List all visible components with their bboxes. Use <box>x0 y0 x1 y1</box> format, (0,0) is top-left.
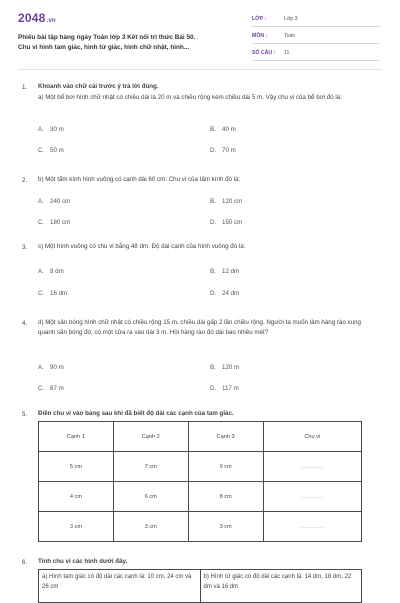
table-row <box>39 570 362 603</box>
meta-value-class: Lớp 3 <box>284 16 298 22</box>
meta-row-class <box>252 12 380 27</box>
meta-row-subject <box>252 29 380 44</box>
answer-blank[interactable]: ............ <box>263 452 361 482</box>
table-header-cell: Cạnh 3 <box>188 422 263 452</box>
question-3-option-d[interactable]: D. 24 dm <box>210 290 240 297</box>
meta-value-subject: Toán <box>284 33 296 39</box>
question-3-option-b[interactable]: B. 12 dm <box>210 268 240 275</box>
meta-value-count: 11 <box>284 50 290 56</box>
table-cell: 7 cm <box>113 452 188 482</box>
answer-blank[interactable]: ............ <box>263 482 361 512</box>
question-1-option-a[interactable]: A. 30 m <box>38 126 64 133</box>
question-2-option-d[interactable]: D. 150 cm <box>210 219 243 226</box>
table-cell: 8 cm <box>188 482 263 512</box>
question-5-heading: Điền chu vi vào bảng sau khi đã biết độ dài các cạnh của tam giác. <box>38 410 234 417</box>
question-3-number: 3. <box>22 244 28 251</box>
shapes-table <box>38 569 362 603</box>
question-2-option-a[interactable]: A. 240 cm <box>38 198 71 205</box>
question-1-option-c[interactable]: C. 50 m <box>38 147 64 154</box>
question-4-option-c[interactable]: C. 87 m <box>38 385 64 392</box>
question-6-heading: Tính chu vi các hình dưới đây. <box>38 558 128 565</box>
table-cell: 5 cm <box>39 452 114 482</box>
question-4-text: d) Một sân bóng hình chữ nhật có chiều rộng 15 m, chiều dài gấp 2 lần chiều rộng. Người ta muốn làm hàng rào xung quanh sân bóng đó, có một cửa ra vào dài 3 m. Hỏi hàng rào đó dài bao nhiêu mét? <box>38 319 361 336</box>
table-header-cell: Cạnh 1 <box>39 422 114 452</box>
question-1-option-d[interactable]: D. 70 m <box>210 147 236 154</box>
table-cell: 3 cm <box>113 512 188 542</box>
table-cell: 6 cm <box>113 482 188 512</box>
question-4-option-b[interactable]: B. 120 m <box>210 364 240 371</box>
question-3-option-a[interactable]: A. 8 dm <box>38 268 64 275</box>
worksheet-title <box>18 33 243 52</box>
table-cell: 3 cm <box>39 512 114 542</box>
question-4-number: 4. <box>22 320 28 327</box>
question-3-text: c) Một hình vuông có chu vi bằng 48 dm. Độ dài cạnh của hình vuông đó là: <box>38 243 246 250</box>
table-cell: 4 cm <box>39 482 114 512</box>
meta-row-count <box>252 46 380 61</box>
shape-cell-b: b) Hình tứ giác có độ dài các cạnh là: 14 dm, 18 dm, 22 dm và 16 dm <box>200 570 362 603</box>
site-logo[interactable] <box>18 11 56 25</box>
question-2-number: 2. <box>22 177 28 184</box>
title-line-1: Phiếu bài tập hàng ngày Toán lớp 3 Kết nối tri thức Bài 50. <box>18 34 196 41</box>
question-4-option-a[interactable]: A. 90 m <box>38 364 64 371</box>
perimeter-table <box>38 421 362 542</box>
question-3-option-c[interactable]: C. 16 dm <box>38 290 68 297</box>
question-2-text: b) Một tấm kính hình vuông có cạnh dài 60 cm. Chu vi của tấm kính đó là: <box>38 176 241 183</box>
table-header-row <box>39 422 362 452</box>
question-1-heading: Khoanh vào chữ cái trước ý trả lời đúng. <box>38 83 159 90</box>
table-cell: 3 cm <box>188 512 263 542</box>
table-row <box>39 452 362 482</box>
meta-key-subject: MÔN : <box>252 33 268 39</box>
question-1-text: a) Một bể bơi hình chữ nhật có chiều dài là 20 m và chiều rộng kém chiều dài 5 m. Vậy chu vi của bể bơi đó là: <box>38 94 342 101</box>
question-6-number: 6. <box>22 559 28 566</box>
question-2-option-b[interactable]: B. 120 cm <box>210 198 243 205</box>
worksheet-meta <box>252 12 380 63</box>
meta-key-count: SỐ CÂU : <box>252 50 276 56</box>
header-divider <box>18 69 382 70</box>
answer-blank[interactable]: ............ <box>263 512 361 542</box>
title-line-2: Chu vi hình tam giác, hình tứ giác, hình chữ nhật, hình... <box>18 43 190 51</box>
meta-key-class: LỚP : <box>252 16 267 22</box>
logo-text: 2048 <box>18 11 46 25</box>
question-1-number: 1. <box>22 84 28 91</box>
table-row <box>39 482 362 512</box>
shape-cell-a: a) Hình tam giác có độ dài các cạnh là: 10 cm, 24 cm và 26 cm <box>39 570 201 603</box>
question-1-option-b[interactable]: B. 40 m <box>210 126 236 133</box>
table-header-cell: Chu vi <box>263 422 361 452</box>
table-cell: 9 cm <box>188 452 263 482</box>
question-5-number: 5. <box>22 411 28 418</box>
table-row <box>39 512 362 542</box>
table-header-cell: Cạnh 2 <box>113 422 188 452</box>
question-4-option-d[interactable]: D. 117 m <box>210 385 239 392</box>
question-2-option-c[interactable]: C. 180 cm <box>38 219 71 226</box>
logo-tld: .vn <box>46 18 56 24</box>
